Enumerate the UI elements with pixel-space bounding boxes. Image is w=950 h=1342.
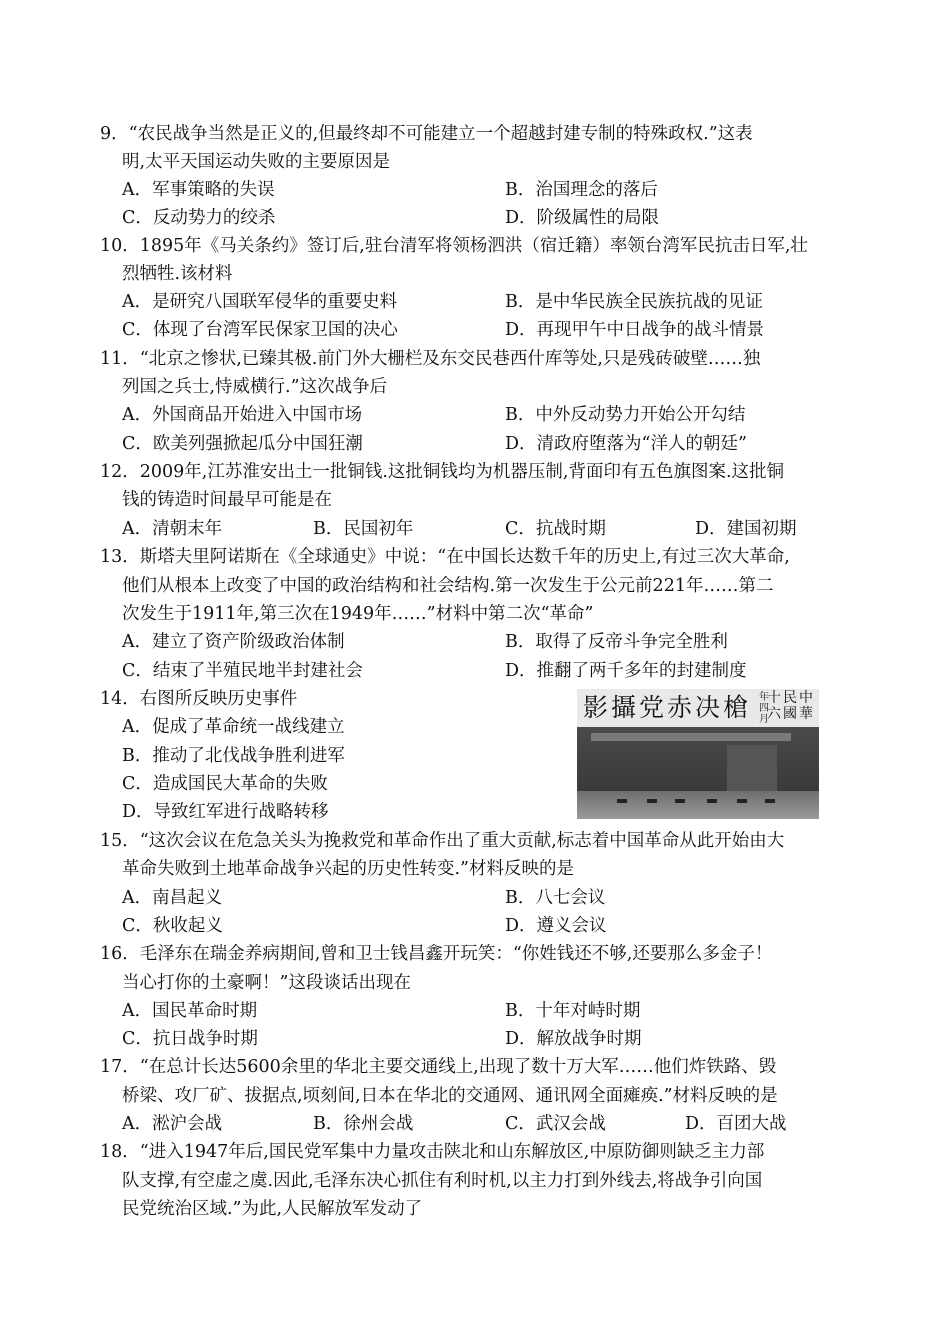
stamp-char: 民: [783, 690, 797, 706]
photo-wall: [577, 727, 819, 791]
option-b: B．治国理念的落后: [505, 180, 658, 200]
option-a: A．淞沪会战: [122, 1114, 223, 1134]
question-text: 9．“农民战争当然是正义的,但最终却不可能建立一个超越封建专制的特殊政权.”这表: [100, 124, 753, 144]
ground-figure: [675, 799, 685, 803]
option-b: B．推动了北伐战争胜利进军: [122, 746, 345, 766]
question-text: 列国之兵士,恃威横行.”这次战争后: [122, 377, 388, 397]
question-text: 革命失败到土地革命战争兴起的历史性转变.”材料反映的是: [122, 859, 575, 879]
stamp-char: 年: [759, 692, 769, 703]
question-text: 18．“进入1947年后,国民党军集中力量攻击陕北和山东解放区,中原防御则缺乏主力部: [100, 1142, 765, 1162]
wall-top: [591, 733, 791, 741]
option-d: D．解放战争时期: [505, 1029, 642, 1049]
option-a: A．国民革命时期: [122, 1001, 258, 1021]
option-d: D．建国初期: [695, 519, 797, 539]
stamp-char: 月: [759, 714, 769, 725]
stamp-char: 國: [783, 706, 797, 722]
ground-figure: [737, 799, 747, 803]
question-text: 钱的铸造时间最早可能是在: [122, 490, 332, 510]
question-text: 15．“这次会议在危急关头为挽救党和革命作出了重大贡献,标志着中国革命从此开始由大: [100, 831, 785, 851]
option-d: D．导致红军进行战略转移: [122, 802, 329, 822]
option-c: C．体现了台湾军民保家卫国的决心: [122, 320, 398, 340]
question-text: 14．右图所反映历史事件: [100, 689, 298, 709]
stamp-char: 四: [759, 703, 769, 714]
option-a: A．清朝末年: [122, 519, 223, 539]
question-text: 他们从根本上改变了中国的政治结构和社会结构.第一次发生于公元前221年……第二: [122, 576, 774, 596]
question-text: 桥梁、攻厂矿、拔据点,顷刻间,日本在华北的交通网、通讯网全面瘫痪.”材料反映的是: [122, 1086, 778, 1106]
question-text: 当心打你的土豪啊！”这段谈话出现在: [122, 973, 411, 993]
option-d: D．再现甲午中日战争的战斗情景: [505, 320, 765, 340]
option-c: C．抗日战争时期: [122, 1029, 258, 1049]
option-c: C．欧美列强掀起瓜分中国狂潮: [122, 434, 363, 454]
option-d: D．阶级属性的局限: [505, 208, 660, 228]
stamp-char: 中: [799, 690, 813, 706]
option-c: C．反动势力的绞杀: [122, 208, 276, 228]
option-d: D．清政府堕落为“洋人的朝廷”: [505, 434, 747, 454]
option-c: C．结束了半殖民地半封建社会: [122, 661, 363, 681]
ground-figure: [647, 799, 657, 803]
option-a: A．建立了资产阶级政治体制: [122, 632, 345, 652]
question-text: 10．1895年《马关条约》签订后,驻台清军将领杨泗洪（宿迁籍）率领台湾军民抗击日军,壮: [100, 236, 808, 256]
stamp-char: 六: [767, 706, 781, 722]
option-a: A．军事策略的失误: [122, 180, 275, 200]
option-c: C．造成国民大革命的失败: [122, 774, 328, 794]
photo-caption-banner: [577, 689, 819, 727]
ground-figure: [765, 799, 775, 803]
option-c: C．秋收起义: [122, 916, 223, 936]
option-a: A．是研究八国联军侵华的重要史料: [122, 292, 398, 312]
question-text: 民党统治区域.”为此,人民解放军发动了: [122, 1199, 423, 1219]
photo-caption: 影攝党赤决槍: [583, 693, 752, 722]
option-d: D．百团大战: [685, 1114, 787, 1134]
question-text: 12．2009年,江苏淮安出土一批铜钱.这批铜钱均为机器压制,背面印有五色旗图案.这批铜: [100, 462, 785, 482]
option-d: D．遵义会议: [505, 916, 607, 936]
option-c: C．抗战时期: [505, 519, 606, 539]
option-c: C．武汉会战: [505, 1114, 606, 1134]
photo-ground: [577, 791, 819, 819]
option-a: A．促成了革命统一战线建立: [122, 717, 345, 737]
question-text: 次发生于1911年,第三次在1949年……”材料中第二次“革命”: [122, 604, 594, 624]
photo-date-stamp: [759, 691, 813, 725]
option-a: A．南昌起义: [122, 888, 223, 908]
ground-figure: [707, 799, 717, 803]
option-b: B．民国初年: [313, 519, 414, 539]
option-b: B．徐州会战: [313, 1114, 414, 1134]
question-text: 队支撑,有空虚之虞.因此,毛泽东决心抓住有利时机,以主力打到外线去,将战争引向国: [122, 1171, 763, 1191]
question-text: 烈牺牲.该材料: [122, 264, 233, 284]
ground-figure: [617, 799, 627, 803]
option-b: B．八七会议: [505, 888, 606, 908]
stamp-char: 華: [799, 706, 813, 722]
question-text: 11．“北京之惨状,已臻其极.前门外大栅栏及东交民巷西什库等处,只是残砖破壁……独: [100, 349, 761, 369]
historical-photo: [577, 689, 819, 819]
option-d: D．推翻了两千多年的封建制度: [505, 661, 747, 681]
question-text: 17．“在总计长达5600余里的华北主要交通线上,出现了数十万大军……他们炸铁路、毁: [100, 1057, 777, 1077]
option-b: B．是中华民族全民族抗战的见证: [505, 292, 763, 312]
option-b: B．十年对峙时期: [505, 1001, 641, 1021]
question-text: 13．斯塔夫里阿诺斯在《全球通史》中说：“在中国长达数千年的历史上,有过三次大革命,: [100, 547, 790, 567]
option-b: B．中外反动势力开始公开勾结: [505, 405, 746, 425]
option-a: A．外国商品开始进入中国市场: [122, 405, 363, 425]
question-text: 明,太平天国运动失败的主要原因是: [122, 152, 391, 172]
wall-gate: [727, 745, 777, 791]
option-b: B．取得了反帝斗争完全胜利: [505, 632, 728, 652]
stamp-char: 十: [767, 690, 781, 706]
question-text: 16．毛泽东在瑞金养病期间,曾和卫士钱昌鑫开玩笑：“你姓钱还不够,还要那么多金子！: [100, 944, 773, 964]
